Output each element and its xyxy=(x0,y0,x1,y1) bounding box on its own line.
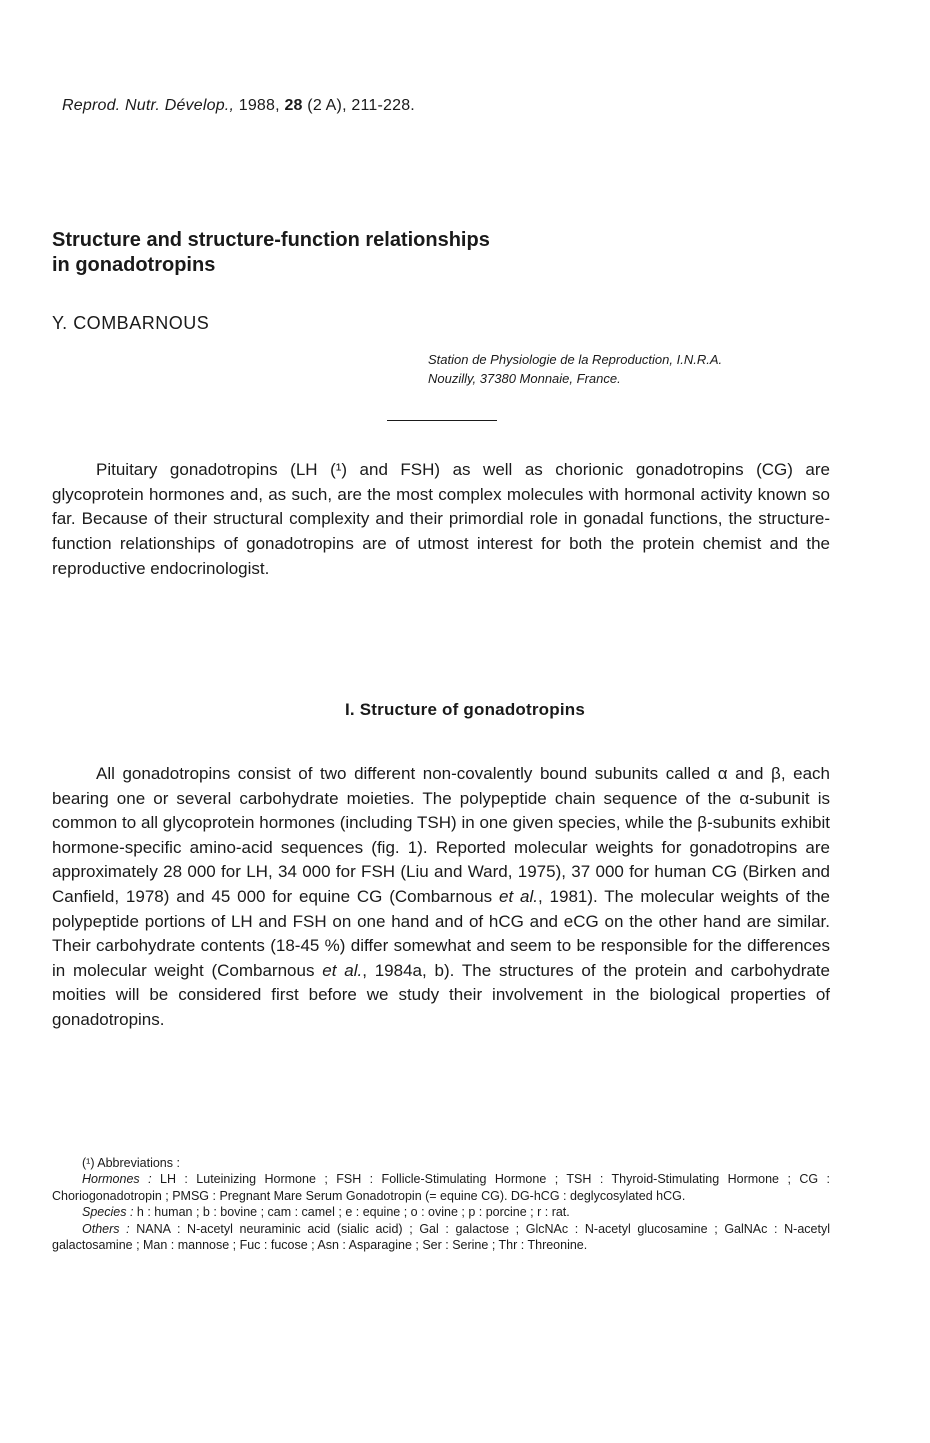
section-body-paragraph xyxy=(52,762,830,1033)
et-al-citation-1: et al. xyxy=(499,886,538,906)
citation-issue-pages: (2 A), 211-228. xyxy=(302,97,415,114)
footnote-species-label: Species : xyxy=(82,1205,134,1220)
footnote-hormones-label: Hormones : xyxy=(82,1172,152,1187)
footnote-species-text: h : human ; b : bovine ; cam : camel ; e : equine ; o : ovine ; p : porcine ; r : rat. xyxy=(133,1205,570,1220)
footnote-hormones xyxy=(52,1171,830,1204)
citation-volume: 28 xyxy=(284,97,303,114)
citation-year: 1988, xyxy=(234,97,285,114)
author-name: Y. COMBARNOUS xyxy=(52,313,210,333)
footnote-others xyxy=(52,1221,830,1254)
et-al-citation-2: et al. xyxy=(322,960,363,980)
separator-rule xyxy=(387,420,497,421)
footnote-hormones-text: LH : Luteinizing Hormone ; FSH : Follicle-Stimulating Hormone ; TSH : Thyroid-Stimulating Hormone ; CG : Choriogonadotropin ; PMSG : Pregnant Mare Serum Gonadotropin (= equine CG). DG-hCG : deglycosylated hCG. xyxy=(52,1172,830,1203)
journal-citation xyxy=(62,97,415,115)
footnote-intro: (¹) Abbreviations : xyxy=(82,1156,180,1170)
footnote-others-label: Others : xyxy=(82,1221,130,1236)
body-text-part-3: , 1984a, b). The structures of the protein and carbohydrate moities will be considered first before we study their involvement in the biological properties of gonadotropins. xyxy=(52,960,830,1029)
affiliation-line-2: Nouzilly, 37380 Monnaie, France. xyxy=(428,371,621,386)
footnote-species xyxy=(52,1204,830,1220)
footnote-others-text: NANA : N-acetyl neuraminic acid (sialic acid) ; Gal : galactose ; GlcNAc : N-acetyl glucosamine ; GalNAc : N-acetyl galactosamine ; Man : mannose ; Fuc : fucose ; Asn : Asparagine ; Ser : Serine ; Thr : Threonine. xyxy=(52,1221,830,1253)
section-heading: I. Structure of gonadotropins xyxy=(344,700,585,719)
affiliation-line-1: Station de Physiologie de la Reproduction, I.N.R.A. xyxy=(428,352,723,367)
title-line-1: Structure and structure-function relationships xyxy=(52,229,490,251)
journal-name: Reprod. Nutr. Dévelop., xyxy=(62,97,235,114)
body-text-part-1: All gonadotropins consist of two different non-covalently bound subunits called α and β, each bearing one or several carbohydrate moieties. The polypeptide chain sequence of the α-subunit is common to all glycoprotein hormones (including TSH) in one given species, while the β-subunits exhibit hormone-specific amino-acid sequences (fig. 1). Reported molecular weights for gonadotropins are approximately 28 000 for LH, 34 000 for FSH (Liu and Ward, 1975), 37 000 for human CG (Birken and Canfield, 1978) and 45 000 for equine CG (Combarnous xyxy=(52,764,830,906)
footnotes xyxy=(52,1155,830,1253)
body-text-part-2: , 1981). The molecular weights of the polypeptide portions of LH and FSH on one hand and of hCG and eCG on the other hand are similar. Their carbohydrate contents (18-45 %) differ somewhat and seem to be responsible for the differences in molecular weight (Combarnous xyxy=(52,886,830,980)
abstract-paragraph: Pituitary gonadotropins (LH (¹) and FSH) as well as chorionic gonadotropins (CG) are glycoprotein hormones and, as such, are the most complex molecules with hormonal activity known so far. Because of their structural complexity and their primordial role in gonadal functions, the structure-function relationships of gonadotropins are of utmost interest for both the protein chemist and the reproductive endocrinologist. xyxy=(52,460,830,578)
author-affiliation xyxy=(428,350,868,388)
paper-title xyxy=(52,228,752,278)
title-line-2: in gonadotropins xyxy=(52,254,216,276)
